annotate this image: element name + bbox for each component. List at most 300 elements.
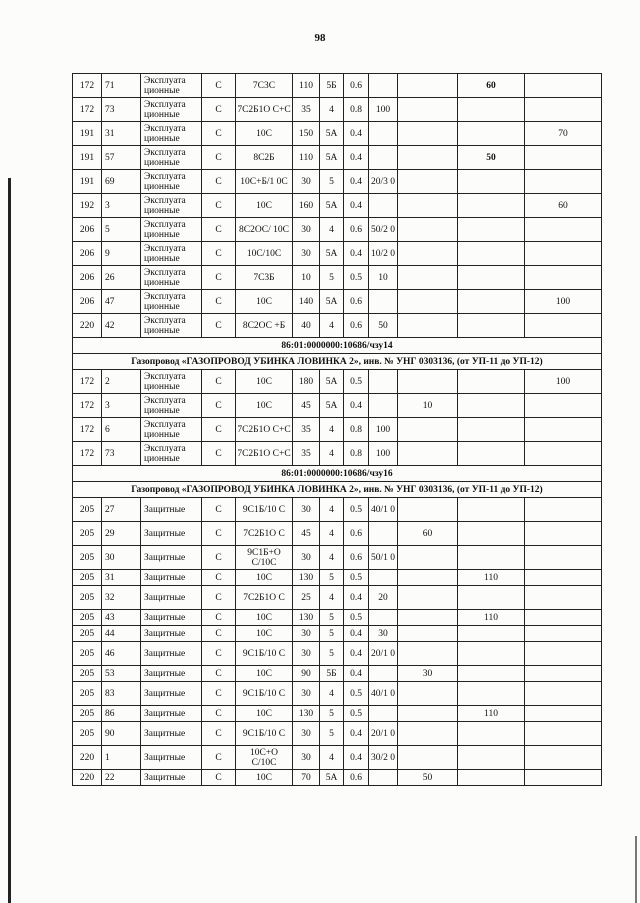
scan-edge-mark-right bbox=[635, 836, 637, 903]
forest-category-cell: Эксплуата ционные bbox=[141, 98, 202, 122]
volume-c-cell bbox=[458, 498, 525, 522]
plot-cell: 86 bbox=[102, 706, 141, 722]
table-row bbox=[73, 122, 602, 146]
plot-cell: 2 bbox=[102, 370, 141, 394]
quarter-cell: 205 bbox=[73, 722, 102, 746]
age-cell: 180 bbox=[293, 370, 320, 394]
density-cell: 0.6 bbox=[344, 218, 369, 242]
volume-d-cell bbox=[525, 626, 602, 642]
volume-d-cell bbox=[525, 170, 602, 194]
volume-d-cell bbox=[525, 242, 602, 266]
forest-category-cell: Защитные bbox=[141, 626, 202, 642]
volume-d-cell bbox=[525, 586, 602, 610]
volume-d-cell: 60 bbox=[525, 194, 602, 218]
composition-cell: 7С3С bbox=[236, 74, 293, 98]
bonitet-cell: 5Б bbox=[320, 74, 344, 98]
age-cell: 150 bbox=[293, 122, 320, 146]
quarter-cell: 191 bbox=[73, 122, 102, 146]
species-group-cell: С bbox=[202, 370, 236, 394]
pipeline-header-row bbox=[73, 354, 602, 370]
pipeline-header-row bbox=[73, 482, 602, 498]
volume-b-cell bbox=[398, 642, 458, 666]
table-row bbox=[73, 98, 602, 122]
species-group-cell: С bbox=[202, 586, 236, 610]
volume-a-cell: 30/2 0 bbox=[369, 746, 398, 770]
quarter-cell: 172 bbox=[73, 394, 102, 418]
age-cell: 30 bbox=[293, 746, 320, 770]
forest-category-cell: Защитные bbox=[141, 570, 202, 586]
volume-a-cell bbox=[369, 146, 398, 170]
volume-b-cell bbox=[398, 706, 458, 722]
table-row bbox=[73, 570, 602, 586]
volume-c-cell bbox=[458, 314, 525, 338]
volume-a-cell: 20/3 0 bbox=[369, 170, 398, 194]
bonitet-cell: 5А bbox=[320, 242, 344, 266]
table-row bbox=[73, 682, 602, 706]
composition-cell: 10С bbox=[236, 706, 293, 722]
plot-cell: 5 bbox=[102, 218, 141, 242]
bonitet-cell: 4 bbox=[320, 522, 344, 546]
bonitet-cell: 5А bbox=[320, 194, 344, 218]
species-group-cell: С bbox=[202, 418, 236, 442]
age-cell: 30 bbox=[293, 242, 320, 266]
forest-category-cell: Эксплуата ционные bbox=[141, 290, 202, 314]
volume-a-cell bbox=[369, 122, 398, 146]
species-group-cell: С bbox=[202, 394, 236, 418]
density-cell: 0.5 bbox=[344, 610, 369, 626]
forest-category-cell: Защитные bbox=[141, 682, 202, 706]
species-group-cell: С bbox=[202, 570, 236, 586]
age-cell: 45 bbox=[293, 522, 320, 546]
age-cell: 35 bbox=[293, 98, 320, 122]
volume-a-cell bbox=[369, 666, 398, 682]
volume-d-cell bbox=[525, 146, 602, 170]
volume-c-cell bbox=[458, 666, 525, 682]
volume-a-cell bbox=[369, 706, 398, 722]
table-row bbox=[73, 770, 602, 786]
quarter-cell: 191 bbox=[73, 146, 102, 170]
bonitet-cell: 5 bbox=[320, 170, 344, 194]
composition-cell: 7С2Б1О С+С bbox=[236, 418, 293, 442]
table-row bbox=[73, 418, 602, 442]
density-cell: 0.4 bbox=[344, 642, 369, 666]
age-cell: 30 bbox=[293, 498, 320, 522]
volume-c-cell bbox=[458, 522, 525, 546]
age-cell: 110 bbox=[293, 74, 320, 98]
volume-d-cell bbox=[525, 546, 602, 570]
species-group-cell: С bbox=[202, 642, 236, 666]
volume-b-cell bbox=[398, 122, 458, 146]
plot-cell: 71 bbox=[102, 74, 141, 98]
quarter-cell: 172 bbox=[73, 74, 102, 98]
volume-a-cell: 40/1 0 bbox=[369, 498, 398, 522]
volume-c-cell bbox=[458, 626, 525, 642]
volume-b-cell bbox=[398, 682, 458, 706]
composition-cell: 10С/10С bbox=[236, 242, 293, 266]
plot-cell: 53 bbox=[102, 666, 141, 682]
forest-category-cell: Эксплуата ционные bbox=[141, 218, 202, 242]
table-row bbox=[73, 266, 602, 290]
volume-c-cell bbox=[458, 98, 525, 122]
volume-c-cell: 110 bbox=[458, 610, 525, 626]
volume-b-cell: 10 bbox=[398, 394, 458, 418]
age-cell: 140 bbox=[293, 290, 320, 314]
forest-category-cell: Защитные bbox=[141, 642, 202, 666]
table-row bbox=[73, 586, 602, 610]
age-cell: 35 bbox=[293, 442, 320, 466]
composition-cell: 10С+Б/1 0С bbox=[236, 170, 293, 194]
volume-b-cell bbox=[398, 498, 458, 522]
volume-b-cell bbox=[398, 586, 458, 610]
age-cell: 110 bbox=[293, 146, 320, 170]
age-cell: 160 bbox=[293, 194, 320, 218]
volume-c-cell bbox=[458, 682, 525, 706]
composition-cell: 10С bbox=[236, 770, 293, 786]
table-row bbox=[73, 290, 602, 314]
age-cell: 30 bbox=[293, 626, 320, 642]
plot-cell: 57 bbox=[102, 146, 141, 170]
density-cell: 0.5 bbox=[344, 498, 369, 522]
density-cell: 0.5 bbox=[344, 266, 369, 290]
age-cell: 90 bbox=[293, 666, 320, 682]
quarter-cell: 205 bbox=[73, 498, 102, 522]
volume-b-cell bbox=[398, 626, 458, 642]
density-cell: 0.4 bbox=[344, 626, 369, 642]
age-cell: 10 bbox=[293, 266, 320, 290]
quarter-cell: 205 bbox=[73, 626, 102, 642]
plot-cell: 32 bbox=[102, 586, 141, 610]
volume-d-cell bbox=[525, 682, 602, 706]
table-row bbox=[73, 242, 602, 266]
forest-category-cell: Защитные bbox=[141, 610, 202, 626]
volume-b-cell bbox=[398, 146, 458, 170]
forest-category-cell: Эксплуата ционные bbox=[141, 442, 202, 466]
volume-a-cell bbox=[369, 610, 398, 626]
volume-a-cell bbox=[369, 522, 398, 546]
species-group-cell: С bbox=[202, 242, 236, 266]
volume-d-cell bbox=[525, 98, 602, 122]
species-group-cell: С bbox=[202, 546, 236, 570]
volume-b-cell bbox=[398, 74, 458, 98]
volume-d-cell bbox=[525, 442, 602, 466]
bonitet-cell: 5А bbox=[320, 146, 344, 170]
pipeline-header: Газопровод «ГАЗОПРОВОД УБИНКА ЛОВИНКА 2», инв. № УНГ 0303136, (от УП-11 до УП-12) bbox=[73, 482, 602, 498]
volume-a-cell: 30 bbox=[369, 626, 398, 642]
composition-cell: 10С bbox=[236, 626, 293, 642]
volume-d-cell bbox=[525, 722, 602, 746]
species-group-cell: С bbox=[202, 722, 236, 746]
volume-b-cell bbox=[398, 98, 458, 122]
density-cell: 0.4 bbox=[344, 122, 369, 146]
volume-c-cell bbox=[458, 770, 525, 786]
composition-cell: 9С1Б+О С/10С bbox=[236, 546, 293, 570]
quarter-cell: 172 bbox=[73, 98, 102, 122]
species-group-cell: С bbox=[202, 98, 236, 122]
age-cell: 30 bbox=[293, 546, 320, 570]
volume-a-cell: 20/1 0 bbox=[369, 642, 398, 666]
volume-c-cell bbox=[458, 290, 525, 314]
composition-cell: 8С2ОС +Б bbox=[236, 314, 293, 338]
volume-c-cell bbox=[458, 122, 525, 146]
age-cell: 30 bbox=[293, 722, 320, 746]
composition-cell: 9С1Б/10 С bbox=[236, 682, 293, 706]
table-row bbox=[73, 146, 602, 170]
table-row bbox=[73, 546, 602, 570]
forest-category-cell: Защитные bbox=[141, 546, 202, 570]
age-cell: 130 bbox=[293, 610, 320, 626]
plot-cell: 44 bbox=[102, 626, 141, 642]
composition-cell: 10С bbox=[236, 370, 293, 394]
forest-category-cell: Защитные bbox=[141, 586, 202, 610]
forest-category-cell: Эксплуата ционные bbox=[141, 394, 202, 418]
plot-cell: 42 bbox=[102, 314, 141, 338]
table-row bbox=[73, 666, 602, 682]
volume-b-cell: 50 bbox=[398, 770, 458, 786]
table-row bbox=[73, 746, 602, 770]
age-cell: 30 bbox=[293, 218, 320, 242]
volume-a-cell: 50 bbox=[369, 314, 398, 338]
volume-b-cell bbox=[398, 418, 458, 442]
density-cell: 0.4 bbox=[344, 194, 369, 218]
bonitet-cell: 4 bbox=[320, 418, 344, 442]
volume-c-cell bbox=[458, 442, 525, 466]
bonitet-cell: 4 bbox=[320, 746, 344, 770]
composition-cell: 10С bbox=[236, 122, 293, 146]
species-group-cell: С bbox=[202, 666, 236, 682]
age-cell: 30 bbox=[293, 642, 320, 666]
forest-category-cell: Защитные bbox=[141, 722, 202, 746]
bonitet-cell: 5А bbox=[320, 370, 344, 394]
volume-a-cell: 40/1 0 bbox=[369, 682, 398, 706]
volume-c-cell bbox=[458, 546, 525, 570]
species-group-cell: С bbox=[202, 442, 236, 466]
species-group-cell: С bbox=[202, 626, 236, 642]
species-group-cell: С bbox=[202, 682, 236, 706]
table-row bbox=[73, 626, 602, 642]
species-group-cell: С bbox=[202, 170, 236, 194]
species-group-cell: С bbox=[202, 290, 236, 314]
density-cell: 0.8 bbox=[344, 418, 369, 442]
bonitet-cell: 5 bbox=[320, 626, 344, 642]
volume-b-cell bbox=[398, 290, 458, 314]
table-row bbox=[73, 498, 602, 522]
density-cell: 0.5 bbox=[344, 706, 369, 722]
plot-cell: 83 bbox=[102, 682, 141, 706]
table-row bbox=[73, 722, 602, 746]
density-cell: 0.4 bbox=[344, 746, 369, 770]
table-row bbox=[73, 442, 602, 466]
forest-category-cell: Защитные bbox=[141, 706, 202, 722]
plot-cell: 73 bbox=[102, 98, 141, 122]
volume-c-cell bbox=[458, 746, 525, 770]
density-cell: 0.4 bbox=[344, 586, 369, 610]
age-cell: 40 bbox=[293, 314, 320, 338]
quarter-cell: 206 bbox=[73, 266, 102, 290]
volume-c-cell: 50 bbox=[458, 146, 525, 170]
volume-a-cell bbox=[369, 570, 398, 586]
composition-cell: 10С bbox=[236, 610, 293, 626]
plot-cell: 9 bbox=[102, 242, 141, 266]
cadastral-number-header: 86:01:0000000:10686/чзу16 bbox=[73, 466, 602, 482]
volume-b-cell bbox=[398, 722, 458, 746]
quarter-cell: 205 bbox=[73, 586, 102, 610]
volume-a-cell: 50/2 0 bbox=[369, 218, 398, 242]
forest-category-cell: Защитные bbox=[141, 522, 202, 546]
bonitet-cell: 4 bbox=[320, 98, 344, 122]
species-group-cell: С bbox=[202, 770, 236, 786]
bonitet-cell: 5 bbox=[320, 706, 344, 722]
quarter-cell: 205 bbox=[73, 546, 102, 570]
composition-cell: 9С1Б/10 С bbox=[236, 722, 293, 746]
species-group-cell: С bbox=[202, 218, 236, 242]
bonitet-cell: 4 bbox=[320, 682, 344, 706]
quarter-cell: 205 bbox=[73, 682, 102, 706]
composition-cell: 10С bbox=[236, 394, 293, 418]
volume-c-cell bbox=[458, 194, 525, 218]
species-group-cell: С bbox=[202, 146, 236, 170]
plot-cell: 46 bbox=[102, 642, 141, 666]
scan-edge-mark bbox=[8, 178, 11, 903]
composition-cell: 10С bbox=[236, 570, 293, 586]
density-cell: 0.6 bbox=[344, 314, 369, 338]
age-cell: 130 bbox=[293, 706, 320, 722]
composition-cell: 9С1Б/10 С bbox=[236, 642, 293, 666]
volume-c-cell bbox=[458, 218, 525, 242]
species-group-cell: С bbox=[202, 314, 236, 338]
quarter-cell: 206 bbox=[73, 218, 102, 242]
plot-cell: 22 bbox=[102, 770, 141, 786]
table-row bbox=[73, 522, 602, 546]
plot-cell: 31 bbox=[102, 122, 141, 146]
volume-d-cell bbox=[525, 74, 602, 98]
composition-cell: 9С1Б/10 С bbox=[236, 498, 293, 522]
volume-c-cell bbox=[458, 586, 525, 610]
volume-a-cell: 20/1 0 bbox=[369, 722, 398, 746]
plot-cell: 26 bbox=[102, 266, 141, 290]
plot-cell: 1 bbox=[102, 746, 141, 770]
volume-c-cell bbox=[458, 370, 525, 394]
volume-a-cell: 100 bbox=[369, 418, 398, 442]
bonitet-cell: 5А bbox=[320, 290, 344, 314]
volume-d-cell bbox=[525, 570, 602, 586]
volume-a-cell bbox=[369, 74, 398, 98]
quarter-cell: 205 bbox=[73, 666, 102, 682]
forest-category-cell: Эксплуата ционные bbox=[141, 418, 202, 442]
volume-c-cell bbox=[458, 394, 525, 418]
density-cell: 0.5 bbox=[344, 370, 369, 394]
forest-category-cell: Эксплуата ционные bbox=[141, 146, 202, 170]
plot-cell: 3 bbox=[102, 394, 141, 418]
bonitet-cell: 5А bbox=[320, 394, 344, 418]
density-cell: 0.4 bbox=[344, 722, 369, 746]
bonitet-cell: 5 bbox=[320, 642, 344, 666]
density-cell: 0.6 bbox=[344, 522, 369, 546]
composition-cell: 7С2Б1О С+С bbox=[236, 442, 293, 466]
volume-d-cell bbox=[525, 394, 602, 418]
composition-cell: 7С2Б1О С bbox=[236, 522, 293, 546]
volume-a-cell bbox=[369, 290, 398, 314]
quarter-cell: 205 bbox=[73, 610, 102, 626]
table-row bbox=[73, 706, 602, 722]
table-row bbox=[73, 218, 602, 242]
volume-b-cell bbox=[398, 546, 458, 570]
bonitet-cell: 5А bbox=[320, 122, 344, 146]
composition-cell: 8С2Б bbox=[236, 146, 293, 170]
volume-c-cell bbox=[458, 722, 525, 746]
composition-cell: 8С2ОС/ 10С bbox=[236, 218, 293, 242]
volume-a-cell: 100 bbox=[369, 442, 398, 466]
volume-c-cell: 110 bbox=[458, 706, 525, 722]
volume-a-cell: 100 bbox=[369, 98, 398, 122]
species-group-cell: С bbox=[202, 498, 236, 522]
volume-a-cell: 20 bbox=[369, 586, 398, 610]
volume-c-cell bbox=[458, 266, 525, 290]
quarter-cell: 205 bbox=[73, 522, 102, 546]
volume-d-cell bbox=[525, 498, 602, 522]
quarter-cell: 206 bbox=[73, 242, 102, 266]
species-group-cell: С bbox=[202, 122, 236, 146]
bonitet-cell: 4 bbox=[320, 498, 344, 522]
forest-category-cell: Эксплуата ционные bbox=[141, 242, 202, 266]
volume-a-cell bbox=[369, 770, 398, 786]
cadastral-number-header-row bbox=[73, 466, 602, 482]
volume-b-cell bbox=[398, 314, 458, 338]
volume-c-cell bbox=[458, 242, 525, 266]
volume-d-cell bbox=[525, 642, 602, 666]
volume-a-cell: 10 bbox=[369, 266, 398, 290]
volume-b-cell bbox=[398, 442, 458, 466]
quarter-cell: 205 bbox=[73, 570, 102, 586]
bonitet-cell: 5 bbox=[320, 610, 344, 626]
bonitet-cell: 4 bbox=[320, 586, 344, 610]
forest-category-cell: Защитные bbox=[141, 770, 202, 786]
quarter-cell: 172 bbox=[73, 370, 102, 394]
table-row bbox=[73, 74, 602, 98]
volume-d-cell bbox=[525, 314, 602, 338]
volume-b-cell bbox=[398, 242, 458, 266]
quarter-cell: 172 bbox=[73, 418, 102, 442]
volume-a-cell bbox=[369, 370, 398, 394]
volume-d-cell bbox=[525, 218, 602, 242]
forest-category-cell: Защитные bbox=[141, 498, 202, 522]
volume-b-cell bbox=[398, 266, 458, 290]
plot-cell: 73 bbox=[102, 442, 141, 466]
species-group-cell: С bbox=[202, 194, 236, 218]
age-cell: 30 bbox=[293, 170, 320, 194]
bonitet-cell: 5 bbox=[320, 266, 344, 290]
age-cell: 45 bbox=[293, 394, 320, 418]
age-cell: 35 bbox=[293, 418, 320, 442]
composition-cell: 7С2Б1О С+С bbox=[236, 98, 293, 122]
quarter-cell: 205 bbox=[73, 642, 102, 666]
composition-cell: 10С bbox=[236, 666, 293, 682]
age-cell: 30 bbox=[293, 682, 320, 706]
table-row bbox=[73, 194, 602, 218]
volume-c-cell bbox=[458, 170, 525, 194]
density-cell: 0.4 bbox=[344, 170, 369, 194]
volume-d-cell: 100 bbox=[525, 370, 602, 394]
density-cell: 0.6 bbox=[344, 290, 369, 314]
volume-a-cell bbox=[369, 394, 398, 418]
density-cell: 0.8 bbox=[344, 98, 369, 122]
volume-c-cell: 60 bbox=[458, 74, 525, 98]
volume-b-cell bbox=[398, 746, 458, 770]
age-cell: 25 bbox=[293, 586, 320, 610]
plot-cell: 3 bbox=[102, 194, 141, 218]
plot-cell: 69 bbox=[102, 170, 141, 194]
plot-cell: 31 bbox=[102, 570, 141, 586]
density-cell: 0.4 bbox=[344, 666, 369, 682]
